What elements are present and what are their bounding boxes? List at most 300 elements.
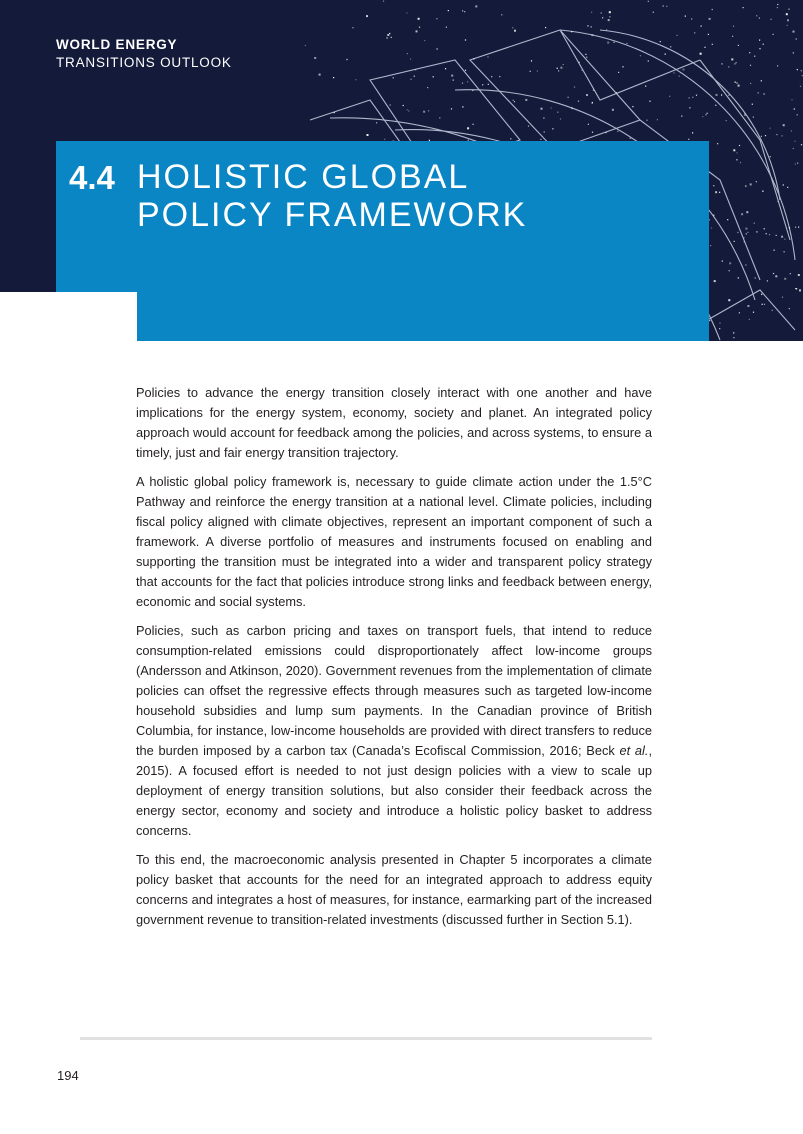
star-dot xyxy=(753,117,754,118)
star-dot xyxy=(439,117,440,118)
star-dot xyxy=(789,227,790,228)
star-dot xyxy=(734,241,735,242)
star-dot xyxy=(462,83,463,84)
star-dot xyxy=(451,108,452,109)
star-dot xyxy=(551,108,552,109)
star-dot xyxy=(774,250,775,251)
section-title xyxy=(137,158,697,234)
brand-logo xyxy=(56,36,232,72)
star-dot xyxy=(674,72,675,73)
star-dot xyxy=(579,62,580,63)
star-dot xyxy=(729,270,730,271)
paragraph-3-part-b: , 2015). A focused effort is needed to not just design policies with a view to scale up deployment of energy transition solutions, but also consider their feedback across the energy sector, economy and society and introduce a holistic policy basket to address concerns. xyxy=(136,743,652,838)
star-dot xyxy=(689,97,690,98)
star-dot xyxy=(383,1,384,2)
star-dot xyxy=(781,236,783,238)
star-dot xyxy=(746,211,748,213)
star-dot xyxy=(510,138,511,139)
star-dot xyxy=(366,15,368,17)
star-dot xyxy=(645,86,646,87)
star-dot xyxy=(514,101,515,102)
star-dot xyxy=(433,76,434,77)
page-number: 194 xyxy=(57,1068,79,1083)
star-dot xyxy=(657,119,658,120)
star-dot xyxy=(714,280,716,282)
star-dot xyxy=(593,90,594,91)
star-dot xyxy=(761,294,762,295)
star-dot xyxy=(475,5,477,7)
star-dot xyxy=(797,69,798,70)
star-dot xyxy=(462,106,463,107)
star-dot xyxy=(795,164,796,165)
star-dot xyxy=(436,18,437,19)
star-dot xyxy=(467,81,468,82)
star-dot xyxy=(488,84,489,85)
star-dot xyxy=(795,288,796,289)
star-dot xyxy=(797,114,798,115)
star-dot xyxy=(733,337,734,338)
star-dot xyxy=(800,86,801,87)
brand-line-2: TRANSITIONS OUTLOOK xyxy=(56,55,232,70)
star-dot xyxy=(648,1,649,2)
star-dot xyxy=(648,60,649,61)
star-dot xyxy=(770,128,771,129)
star-dot xyxy=(683,69,685,71)
star-dot xyxy=(707,113,708,114)
star-dot xyxy=(773,34,774,35)
star-dot xyxy=(791,130,792,131)
star-dot xyxy=(586,57,587,58)
star-dot xyxy=(319,74,321,76)
star-dot xyxy=(416,30,418,32)
star-dot xyxy=(747,305,749,307)
star-dot xyxy=(766,233,767,234)
star-dot xyxy=(798,274,800,276)
star-dot xyxy=(771,19,772,20)
star-dot xyxy=(355,79,356,80)
star-dot xyxy=(591,34,593,36)
star-dot xyxy=(759,48,760,49)
star-dot xyxy=(713,215,714,216)
star-dot xyxy=(709,18,711,20)
star-dot xyxy=(798,227,799,228)
star-dot xyxy=(571,107,573,109)
star-dot xyxy=(735,82,736,83)
star-dot xyxy=(789,308,790,309)
star-dot xyxy=(501,14,502,15)
star-dot xyxy=(733,149,735,151)
star-dot xyxy=(728,299,730,301)
star-dot xyxy=(692,132,693,133)
star-dot xyxy=(540,139,541,140)
star-dot xyxy=(726,120,727,121)
star-dot xyxy=(744,115,745,116)
star-dot xyxy=(759,18,760,19)
star-dot xyxy=(427,87,428,88)
star-dot xyxy=(704,47,705,48)
star-dot xyxy=(783,184,784,185)
star-dot xyxy=(689,107,690,108)
star-dot xyxy=(790,273,791,274)
star-dot xyxy=(784,278,786,280)
paragraph-4: To this end, the macroeconomic analysis presented in Chapter 5 incorporates a climate policy basket that accounts for the need for an integrated approach to address equity concerns and integrates a host of measures, for instance, earmarking part of the increased government revenue to transition-related investments (discussed further in Section 5.1). xyxy=(136,852,652,927)
star-dot xyxy=(606,29,607,30)
star-dot xyxy=(453,80,454,81)
star-dot xyxy=(777,4,778,5)
star-dot xyxy=(473,124,474,125)
section-number: 4.4 xyxy=(69,159,115,196)
star-dot xyxy=(437,48,438,49)
star-dot xyxy=(390,104,391,105)
star-dot xyxy=(613,42,614,43)
footer-divider xyxy=(80,1037,652,1040)
star-dot xyxy=(737,83,738,84)
star-dot xyxy=(719,328,720,329)
star-dot xyxy=(750,183,752,185)
star-dot xyxy=(786,13,788,15)
star-dot xyxy=(728,66,729,67)
star-dot xyxy=(736,159,737,160)
star-dot xyxy=(736,152,737,153)
star-dot xyxy=(738,277,739,278)
star-dot xyxy=(408,110,409,111)
banner-notch xyxy=(0,292,137,352)
star-dot xyxy=(393,77,394,78)
star-dot xyxy=(782,297,783,298)
star-dot xyxy=(788,9,789,10)
star-dot xyxy=(783,124,785,126)
star-dot xyxy=(762,191,763,192)
star-dot xyxy=(612,109,614,111)
star-dot xyxy=(797,163,798,164)
star-dot xyxy=(609,16,610,17)
star-dot xyxy=(738,85,740,87)
star-dot xyxy=(688,139,689,140)
star-dot xyxy=(685,16,686,17)
star-dot xyxy=(418,18,420,20)
star-dot xyxy=(410,79,411,80)
star-dot xyxy=(571,31,572,32)
star-dot xyxy=(630,138,631,139)
star-dot xyxy=(756,181,757,182)
star-dot xyxy=(482,84,483,85)
star-dot xyxy=(632,106,633,107)
star-dot xyxy=(560,67,562,69)
star-dot xyxy=(782,135,783,136)
star-dot xyxy=(739,312,740,313)
star-dot xyxy=(541,108,543,110)
star-dot xyxy=(755,277,756,278)
star-dot xyxy=(384,139,385,140)
star-dot xyxy=(607,42,609,44)
star-dot xyxy=(712,9,713,10)
star-dot xyxy=(764,93,765,94)
brand-line-1: WORLD ENERGY xyxy=(56,37,178,52)
star-dot xyxy=(728,95,729,96)
star-dot xyxy=(741,213,743,215)
star-dot xyxy=(608,19,610,21)
star-dot xyxy=(750,83,751,84)
star-dot xyxy=(410,59,411,60)
star-dot xyxy=(646,120,647,121)
star-dot xyxy=(692,97,693,98)
star-dot xyxy=(793,52,794,53)
star-dot xyxy=(528,126,529,127)
star-dot xyxy=(729,262,731,264)
star-dot xyxy=(462,10,463,11)
body-text xyxy=(136,383,652,939)
star-dot xyxy=(665,54,666,55)
star-dot xyxy=(387,34,389,36)
star-dot xyxy=(424,40,425,41)
star-dot xyxy=(762,304,763,305)
star-dot xyxy=(776,235,777,236)
star-dot xyxy=(745,186,746,187)
star-dot xyxy=(758,92,759,93)
star-dot xyxy=(591,26,592,27)
star-dot xyxy=(749,52,750,53)
star-dot xyxy=(557,112,558,113)
star-dot xyxy=(446,27,447,28)
star-dot xyxy=(791,99,792,100)
star-dot xyxy=(719,192,720,193)
star-dot xyxy=(793,31,795,33)
star-dot xyxy=(739,145,740,146)
star-dot xyxy=(775,275,777,277)
star-dot xyxy=(473,58,474,59)
star-dot xyxy=(756,231,757,232)
star-dot xyxy=(754,223,755,224)
star-dot xyxy=(681,116,682,117)
star-dot xyxy=(591,12,592,13)
section-title-line-2: POLICY FRAMEWORK xyxy=(137,196,528,234)
star-dot xyxy=(740,162,741,163)
star-dot xyxy=(585,54,586,55)
star-dot xyxy=(731,58,733,60)
star-dot xyxy=(801,144,802,145)
section-title-line-1: HOLISTIC GLOBAL xyxy=(137,158,470,196)
star-dot xyxy=(733,26,734,27)
star-dot xyxy=(777,201,778,202)
star-dot xyxy=(787,19,789,21)
star-dot xyxy=(389,33,390,34)
star-dot xyxy=(801,70,802,71)
star-dot xyxy=(376,122,377,123)
star-dot xyxy=(525,99,527,101)
star-dot xyxy=(346,59,347,60)
star-dot xyxy=(777,7,778,8)
star-dot xyxy=(640,55,641,56)
star-dot xyxy=(715,105,716,106)
star-dot xyxy=(626,43,627,44)
star-dot xyxy=(711,227,712,228)
star-dot xyxy=(787,187,788,188)
star-dot xyxy=(407,109,408,110)
star-dot xyxy=(761,80,762,81)
star-dot xyxy=(660,41,661,42)
star-dot xyxy=(543,118,544,119)
star-dot xyxy=(545,27,546,28)
star-dot xyxy=(649,101,650,102)
star-dot xyxy=(601,12,602,13)
star-dot xyxy=(305,45,306,46)
star-dot xyxy=(737,232,738,233)
star-dot xyxy=(666,6,667,7)
star-dot xyxy=(691,18,692,19)
star-dot xyxy=(784,251,785,252)
star-dot xyxy=(587,25,588,26)
star-dot xyxy=(727,219,728,220)
citation-et-al: et al. xyxy=(619,743,649,758)
star-dot xyxy=(776,134,777,135)
star-dot xyxy=(544,131,545,132)
star-dot xyxy=(749,319,750,320)
star-dot xyxy=(747,232,748,233)
star-dot xyxy=(744,113,745,114)
star-dot xyxy=(448,10,449,11)
star-dot xyxy=(746,233,747,234)
star-dot xyxy=(745,264,746,265)
star-dot xyxy=(793,148,794,149)
star-dot xyxy=(754,56,755,57)
star-dot xyxy=(618,72,619,73)
star-dot xyxy=(653,12,654,13)
star-dot xyxy=(713,185,714,186)
star-dot xyxy=(715,191,717,193)
star-dot xyxy=(609,11,611,13)
star-dot xyxy=(622,66,623,67)
star-dot xyxy=(592,103,593,104)
star-dot xyxy=(761,136,762,137)
star-dot xyxy=(753,312,754,313)
star-dot xyxy=(414,76,415,77)
star-dot xyxy=(560,118,561,119)
star-dot xyxy=(744,237,745,238)
star-dot xyxy=(563,64,564,65)
star-dot xyxy=(738,45,739,46)
paragraph-2: A holistic global policy framework is, necessary to guide climate action under the 1.5°C Pathway and reinforce the energy transition at a national level. Climate policies, including fiscal policy aligned with climate objectives, represent an important component of such a framework. A diverse portfolio of measures and instruments focused on enabling and supporting the transition must be integrated into a wider and transparent policy strategy that accounts for the fact that policies introduce strong links and feedback between energy, economic and social systems. xyxy=(136,474,652,609)
star-dot xyxy=(333,77,334,78)
star-dot xyxy=(334,112,335,113)
star-dot xyxy=(759,40,760,41)
star-dot xyxy=(602,17,603,18)
star-dot xyxy=(708,34,709,35)
star-dot xyxy=(592,132,593,133)
star-dot xyxy=(537,70,538,71)
star-dot xyxy=(696,95,697,96)
star-dot xyxy=(445,68,446,69)
star-dot xyxy=(736,62,737,63)
star-dot xyxy=(513,100,514,101)
star-dot xyxy=(694,32,695,33)
star-dot xyxy=(787,25,788,26)
star-dot xyxy=(352,27,353,28)
star-dot xyxy=(794,108,795,109)
star-dot xyxy=(314,57,316,59)
star-dot xyxy=(679,76,680,77)
section-title-box-extension xyxy=(137,292,709,341)
star-dot xyxy=(773,273,774,274)
star-dot xyxy=(712,44,713,45)
star-dot xyxy=(764,304,765,305)
star-dot xyxy=(769,234,770,235)
star-dot xyxy=(710,245,711,246)
star-dot xyxy=(756,15,757,16)
paragraph-3 xyxy=(136,621,652,841)
star-dot xyxy=(530,71,531,72)
star-dot xyxy=(514,30,516,32)
star-dot xyxy=(765,135,766,136)
star-dot xyxy=(784,239,785,240)
star-dot xyxy=(568,97,569,98)
star-dot xyxy=(719,323,720,324)
star-dot xyxy=(799,289,801,291)
star-dot xyxy=(472,90,473,91)
star-dot xyxy=(406,12,407,13)
star-dot xyxy=(531,60,532,61)
star-dot xyxy=(744,241,745,242)
star-dot xyxy=(467,127,469,129)
star-dot xyxy=(499,76,500,77)
star-dot xyxy=(709,320,710,321)
star-dot xyxy=(616,92,617,93)
star-dot xyxy=(578,101,579,102)
star-dot xyxy=(732,36,733,37)
star-dot xyxy=(795,227,796,228)
star-dot xyxy=(428,110,429,111)
paragraph-1: Policies to advance the energy transition closely interact with one another and have implications for the energy system, economy, society and planet. An integrated policy approach would account for feedback among the policies, and across systems, to ensure a timely, just and fair energy transition trajectory. xyxy=(136,385,652,460)
star-dot xyxy=(702,116,703,117)
paragraph-3-part-a: Policies, such as carbon pricing and taxes on transport fuels, that intend to reduce consumption-related emissions could disproportionately affect low-income groups (Andersson and Atkinson, 2020). Government revenues from the implementation of climate policies can offset the regressive effects through measures such as targeted low-income household subsidies and lump sum payments. In the Canadian province of British Columbia, for instance, low-income households are provided with direct transfers to reduce the burden imposed by a carbon tax (Canada’s Ecofiscal Commission, 2016; Beck xyxy=(136,623,652,758)
star-dot xyxy=(423,111,425,113)
star-dot xyxy=(796,38,797,39)
star-dot xyxy=(512,27,513,28)
star-dot xyxy=(558,70,559,71)
star-dot xyxy=(557,68,558,69)
star-dot xyxy=(617,131,618,132)
star-dot xyxy=(734,63,735,64)
star-dot xyxy=(794,141,795,142)
star-dot xyxy=(763,44,764,45)
star-dot xyxy=(752,104,753,105)
star-dot xyxy=(491,76,492,77)
star-dot xyxy=(574,87,575,88)
star-dot xyxy=(716,94,718,96)
star-dot xyxy=(772,310,773,311)
star-dot xyxy=(767,280,768,281)
star-dot xyxy=(750,65,751,66)
star-dot xyxy=(391,37,392,38)
star-dot xyxy=(465,39,466,40)
star-dot xyxy=(415,69,416,70)
star-dot xyxy=(386,37,388,39)
star-dot xyxy=(669,96,670,97)
star-dot xyxy=(777,65,778,66)
star-dot xyxy=(487,56,488,57)
star-dot xyxy=(743,7,744,8)
star-dot xyxy=(419,27,420,28)
star-dot xyxy=(770,156,771,157)
star-dot xyxy=(552,128,553,129)
star-dot xyxy=(676,35,677,36)
star-dot xyxy=(717,143,718,144)
star-dot xyxy=(465,70,466,71)
star-dot xyxy=(586,94,588,96)
star-dot xyxy=(721,63,722,64)
star-dot xyxy=(403,105,404,106)
star-dot xyxy=(451,75,453,77)
star-dot xyxy=(745,228,747,230)
